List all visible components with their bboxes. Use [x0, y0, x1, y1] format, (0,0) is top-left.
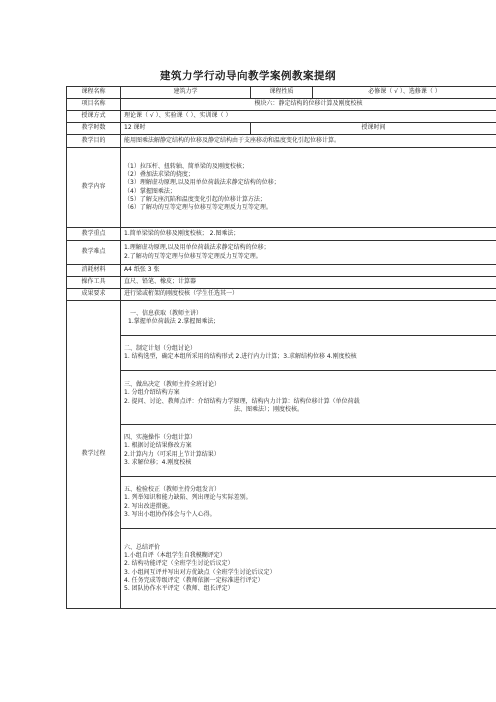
project-name-label: 项目名称: [67, 99, 121, 111]
step-line: 1. 分组介绍结构方案: [124, 389, 180, 397]
row-method: [67, 111, 496, 123]
teaching-content-label: 教学内容: [67, 148, 121, 228]
step-line: 3. 小组间互评并写出对方优缺点（全班学生讨论后议定）: [124, 568, 276, 576]
teaching-content-list: [121, 148, 496, 228]
row-content: [67, 148, 496, 228]
course-name-value: 建筑力学: [121, 87, 251, 99]
teaching-time-label: 授课时间: [251, 123, 496, 135]
key-points-value: 1.简单梁梁的位移及刚度校核； 2.图乘法；: [121, 228, 496, 241]
step-line: 3. 写出小组协作体会与个人心得。: [124, 510, 216, 518]
course-nature-value: 必修课（ √ ）、选修课（ ）: [313, 87, 496, 99]
content-item: （6）了解功的互等定理与位移互等定理反力互等定理。: [124, 203, 272, 211]
materials-label: 消耗材料: [67, 265, 121, 277]
tools-label: 操作工具: [67, 277, 121, 289]
project-name-value: 模块六：静定结构的位移计算及刚度校核: [121, 99, 496, 111]
row-goal: [67, 135, 496, 148]
difficulty-item: 1.理解虚功原理,以及用单位荷载法求静定结构的位移；: [124, 244, 270, 252]
content-item: （3）理解虚功原理,以及用单位荷载法求静定结构的位移；: [124, 179, 280, 187]
process-step-5: [67, 477, 496, 529]
teaching-process-label: 教学过程: [67, 301, 121, 609]
course-name-label: 课程名称: [67, 87, 121, 99]
step-heading: 三、做出决定（教师主持全班讨论）: [124, 381, 221, 389]
result-label: 成果要求: [67, 289, 121, 301]
step-line: 2. 提问、讨论、教师点评：介绍结构力学原理，结构内力计算：结构位移计算（单位荷载: [124, 397, 360, 405]
difficulties-label: 教学难点: [67, 241, 121, 265]
step-heading: 二、制定计划（分组讨论）: [124, 344, 197, 352]
step-line: 3. 求解位移；4.刚度校核: [124, 458, 192, 466]
row-materials: [67, 265, 496, 277]
difficulty-item: 2.了解功的互等定理与位移互等定理反力互等定理。: [124, 252, 262, 260]
row-difficulties: [67, 241, 496, 265]
step-heading: 六、总结评价: [124, 544, 161, 552]
step-line: 2.计算内力（可采用上节计算结果）: [124, 450, 220, 458]
teaching-goal-value: 能用图乘法解静定结构的位移及静定结构由于支座移动和温度变化引起位移计算。: [121, 135, 496, 148]
lesson-plan-table: [66, 86, 496, 609]
tools-value: 直尺、铅笔、橡皮；计算器: [121, 277, 496, 289]
process-step-3: [67, 371, 496, 425]
teaching-goal-label: 教学目的: [67, 135, 121, 148]
step-line: 2. 结构功能评定（全班学生讨论后议定）: [124, 560, 234, 568]
step-line: 法、图乘法）；刚度校核。: [234, 405, 304, 413]
step-line: 4. 任务完成等级评定（教师依据一定标准进行评定）: [124, 576, 264, 584]
step-line: 2. 写出改进措施。: [124, 502, 174, 510]
row-key-points: [67, 228, 496, 241]
step-line: 1. 列举知识和能力缺陷、列出理论与实际差别。: [124, 494, 252, 502]
step-line: 1.掌握单位荷载法 2.掌握图乘法;: [128, 318, 216, 325]
process-step-4: [67, 425, 496, 477]
step-heading: 五、检验校正（教师主持分组发言）: [124, 486, 221, 494]
document-title: 建筑力学行动导向教学案例教案提纲: [160, 70, 336, 82]
process-step-2: [67, 336, 496, 371]
row-result: [67, 289, 496, 301]
row-tools: [67, 277, 496, 289]
step-line: 1. 结构选型，确定本组所采用的结构形式 2.进行内力计算；3.求解结构位移 4.刚度校核: [124, 353, 357, 360]
teaching-hours-label: 教学时数: [67, 123, 121, 135]
content-item: （4）掌握图乘法；: [124, 187, 176, 195]
content-item: （1）拉压杆、扭转轴、简单梁的及刚度校核；: [124, 163, 248, 171]
process-step-1: [67, 301, 496, 336]
content-item: （2）叠加法求梁的挠度；: [124, 171, 194, 179]
materials-value: A4 纸张 3 张: [121, 265, 496, 277]
result-value: 进行梁或桁架的刚度校核（学生任选其一）: [121, 289, 496, 301]
step-line: 5. 团队协作水平评定（教师、组长评定）: [124, 584, 234, 592]
row-project: [67, 99, 496, 111]
step-heading: 一、信息获取（教师主讲）: [130, 309, 203, 317]
step-line: 1. 根据讨论结果修改方案: [124, 442, 192, 450]
key-points-label: 教学重点: [67, 228, 121, 241]
course-nature-label: 课程性质: [251, 87, 313, 99]
row-hours: [67, 123, 496, 135]
process-step-6: [67, 529, 496, 609]
row-course: [67, 87, 496, 99]
teaching-method-value: 理论课（ √ ）、实验课（ ）、实训课（ ）: [121, 111, 496, 123]
teaching-hours-value: 12 课时: [121, 123, 251, 135]
step-heading: 四、实施操作（分组计算）: [124, 434, 197, 442]
step-line: 1.小组自评（本组学生自我模糊评定）: [124, 552, 226, 560]
content-item: （5）了解支座沉陷和温度变化引起的位移计算方法；: [124, 195, 266, 203]
teaching-method-label: 授课方式: [67, 111, 121, 123]
difficulties-list: [121, 241, 496, 265]
